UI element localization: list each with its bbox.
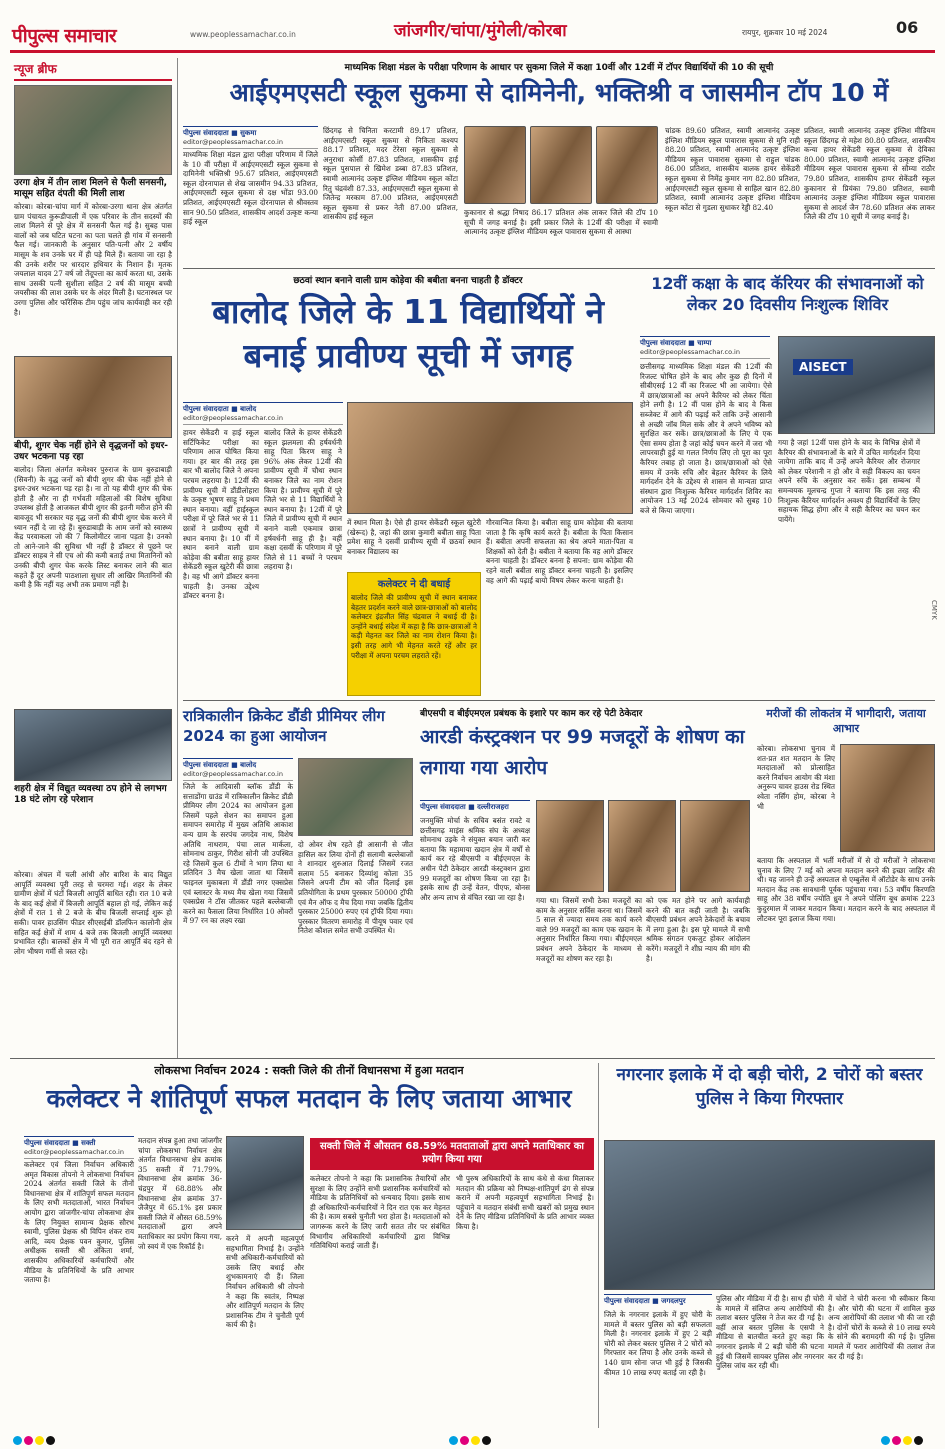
election-col-2: मतदान संपन्न हुआ तथा जांजगीर चांपा लोकसभा निर्वाचन क्षेत्र अंतर्गत विधानसभा क्षेत्र क्रमांक 35 सक्ती में 71.79%, विधानसभा क्षेत्र क्रमांक 36-चंद्रपुर में 68.88% और विधानसभा क्षेत्र क्रमांक 37-जैजैपुर में 65.1% इस प्रकार सक्ती जिले में औसत 68.59% मतदाताओं द्वारा अपने मताधिकार का प्रयोग किया गया, जो स्वयं में एक रिकॉर्ड है। [138, 1136, 222, 1251]
brief-photo-crime-scene [14, 85, 172, 175]
ardi-col-3: को एक मत होने पर आगे कार्यवाही करने की बात कही जाती है। जबकि बीएसपी प्रबंधन अपने ठेकेदारों के बचाव में लगा हुआ है। इस पूरे मामले में सभी श्रमिक संगठन एकजुट होकर आंदोलन करेंगे। मजदूरों ने शीघ्र न्याय की मांग की है। [646, 896, 750, 963]
collector-box-title: कलेक्टर ने दी बधाई [377, 579, 451, 590]
top-story-col-4: चांडक 89.60 प्रतिशत, स्वामी आत्मानंद उत्कृष्ट इंग्लिश मीडियम स्कूल पावारास सुकमा से मुनि राही 88.20 प्रतिशत, स्वामी आत्मानंद उत्कृष्ट इंग्लिश मीडियम स्कूल पावारास सुकमा से राहुल चांडक 86.00 प्रतिशत, शासकीय बालक हायर सेकेंडरी स्कूल सुकमा से निमेंद्र कुमार नाग 82.80 प्रतिशत, आईएमएसटी स्कूल सुकमा से साहिल खान 82.80 प्रतिशत, स्वामी आत्मानंद उत्कृष्ट इंग्लिश मीडियम स्कूल कोंटा से गुडला सुधाकर रेड्डी 82.40 [665, 126, 800, 212]
cmyk-mark-center [448, 1430, 498, 1442]
election-headline: कलेक्टर ने शांतिपूर्ण सफल मतदान के लिए जताया आभार [46, 1084, 572, 1113]
ardi-photo-2 [608, 800, 676, 892]
ardi-col-1: जनमुक्ति मोर्चा के सचिव बसंत रावटे व छत्तीसगढ़ माइंस श्रमिक संघ के अध्यक्ष सोमनाथ उइके ने संयुक्त बयान जारी कर बताया कि महामाया खदान क्षेत्र में वर्षों से कार्य कर रहे बीएसपी व बीईएमएल के अधीन पेटी ठेकेदार आरडी कंस्ट्रक्शन द्वारा 99 मजदूरों का शोषण किया जा रहा है। इसके साथ ही उन्हें वेतन, पीएफ, बोनस और अन्य लाभ से वंचित रखा जा रहा है। [420, 816, 530, 902]
election-kicker: लोकसभा निर्वाचन 2024 : सक्ती जिले की तीनों विधानसभा में हुआ मतदान [154, 1064, 464, 1077]
cmyk-side-mark: CMYK [930, 600, 938, 620]
voter-patient-photo [840, 744, 935, 852]
brief-2-headline: बीपी, शुगर चेक नहीं होने से वृद्धजनों को इधर-उधर भटकना पड़ रहा [14, 441, 169, 462]
collector-box-body: बालोद जिले की प्रावीण्य सूची में स्थान बनाकर बेहतर प्रदर्शन करने वाले छात्र-छात्राओं को बालोद कलेक्टर इंद्रजीत सिंह चंद्रवाल ने बधाई दी है। उन्होंने बधाई संदेश में कहा है कि छात्र-छात्राओं ने कड़ी मेहनत कर जिले का नाम रोशन किया है। इसी तरह आगे भी मेहनत करते रहें और हर परीक्षा में अपना परचम लहराते रहें। [351, 593, 477, 660]
career-byline: पीपुल्स संवाददाता ■ चाम्पा [640, 336, 770, 348]
cricket-byline-block [183, 758, 293, 780]
page-number: 06 [896, 18, 919, 37]
brief-3-headline: शहरी क्षेत्र में विद्युत व्यवस्था ठप होने से लगभग 18 घंटे लोग रहे परेशान [14, 784, 167, 805]
top-story-email: editor@peoplessamachar.co.in [183, 138, 318, 149]
theft-press-photo [604, 1140, 935, 1290]
cmyk-dot-m [460, 1436, 469, 1445]
masthead-logo [12, 14, 182, 46]
cmyk-dot-k [914, 1436, 923, 1445]
top-story-kicker: माध्यमिक शिक्षा मंडल के परीक्षा परिणाम के आधार पर सुकमा जिले में कक्षा 10वीं और 12वीं में टॉपर विद्यार्थियों की 10 की सूची [344, 63, 774, 73]
cricket-email: editor@peoplessamachar.co.in [183, 770, 293, 781]
ardi-headline: आरडी कंस्ट्रक्शन पर 99 मजदूरों के शोषण का लगाया गया आरोप [420, 726, 745, 779]
edition-title: जांजगीर/चांपा/मुंगेली/कोरबा [394, 21, 567, 41]
balod-byline-block [183, 402, 343, 424]
brief-1-body: कोरबा। कोरबा-चांपा मार्ग में कोरबा-उरगा थाना क्षेत्र अंतर्गत ग्राम पंचायत कुरूडीपाली में एक परिवार के तीन सदस्यों की लाश मिलने से पूरे क्षेत्र में सनसनी फैल गई है। सुबह पास वालों को जब घटित घटना का पता चलते ही गांव में सनसनी फैल गई। जानकारी के अनुसार पति-पत्नी और 2 वर्षीय मासूम के शव उनके घर में ही पड़े मिले हैं। बताया जा रहा है की उनके शरीर पर धारदार हथियार के निशान हैं। मृतक जयलाल यादव 27 वर्ष जो तेंदूपत्ता का कार्य करता था, उसके साथ उसकी पत्नी सुशीला सहित 2 वर्ष की मासूम बच्ची जयसीका की लाश उसके घर के अंदर मिली है। घटनास्थल पर उरगा पुलिस और फॉरेंसिक टीम पहुंच जांच कार्यवाही कर रही है। [14, 202, 172, 317]
theft-headline: नगरनार इलाके में दो बड़ी चोरी, 2 चोरों को बस्तर पुलिस ने किया गिरफ्तार [616, 1065, 923, 1109]
balod-col-4: गौरवान्वित किया है। बबीता साहू ग्राम कोड़ेवा की बताया जाता है कि कृषि कार्य करते हैं। बबीता के पिता किसान हैं। बबीता अपनी सफलता का श्रेय अपने माता-पिता व शिक्षकों को देती है। बबीता ने बताया कि वह आगे डॉक्टर बनना चाहती है। डॉक्टर बनना है सपना: ग्राम कोड़ेवा की रहने वाली बबीता साहू डॉक्टर बनना चाहती है। इसलिए वह आगे की पढ़ाई बायो विषय लेकर करना चाहती है। [486, 518, 633, 585]
election-col-3: करने में अपनी महत्वपूर्ण सहभागिता निभाई है। उन्होंने सभी अधिकारी-कर्मचारियों को उसके लिए बधाई और शुभकामनाएं दी हैं। जिला निर्वाचन अधिकारी श्री तोपनो ने कहा कि स्वतंत्र, निष्पक्ष और शांतिपूर्ण मतदान के लिए प्रशासनिक टीम ने चुनौती पूर्ण कार्य की है। [226, 1234, 304, 1330]
theft-col-3: में चोरों ने चोरी करना भी स्वीकार किया है। और चोरी की घटना में शामिल कुछ अन्य आरोपियों की तलाश भी की जा रही है। दोनों चोरों के कब्जे से 10 लाख रुपये के सोने की बरामदगी की गई है। पुलिस मामले में फरार आरोपियों की तलाश तेज कर दी गई है। [828, 1294, 935, 1361]
cmyk-dot-m [892, 1436, 901, 1445]
top-story-col-3: कुकानार से श्रद्धा निषाद 86.17 प्रतिशत अंक लाकर जिले की टॉप 10 सूची में जगह बनाई है। इसी प्रकार जिले के 12वीं की परीक्षा में स्वामी आत्मानंद उत्कृष्ट इंग्लिश मीडियम स्कूल पावारास सुकमा से आस्था [464, 208, 658, 237]
cmyk-dot-y [35, 1436, 44, 1445]
voters-col-2: बताया कि अस्पताल में भर्ती मरीजों में से दो मरीजों ने लोकसभा चुनाव के लिए 7 मई को अपना मतदान करने की इच्छा जाहिर की थी। यह जानने ही उन्हें अस्पताल से एम्बुलेंस में ऑटोडेर के साथ उनके मतदान केंद्र तक सावधानी पूर्वक पहुंचाया गया। 53 वर्षीय किरणति साहू और 38 वर्षीय ज्योति ध्रुव ने अपने पोलिंग बूथ क्रमांक 223 कुदुरमाल में जाकर मतदान किया। मतदान करने के बाद अस्पताल में लौटकर पूरा इलाज किया गया। [757, 856, 935, 923]
balod-col-3-top: में स्थान मिला है। ऐसे ही हायर सेकेंडरी स्कूल खुटेरी (खेरूद) है, जहां की छात्रा कुमारी बबीता साहू पिता प्रमेश साहू ने दसवीं प्रावीण्य सूची में छठवां स्थान बनाकर विद्यालय का [347, 518, 481, 556]
cmyk-dot-y [903, 1436, 912, 1445]
masthead [0, 0, 945, 56]
career-col-1: छत्तीसगढ़ माध्यमिक शिक्षा मंडल की 12वीं की रिजल्ट घोषित होने के बाद और कुछ ही दिनों में सीबीएसई 12 वीं का रिजल्ट भी आ जायेगा। ऐसे में छात्र/छात्राओं का अपने कैरियर को लेकर चिंता होने लगी है। 12 वीं पास होने के बाद वे किस सब्जेक्ट में आगे की पढ़ाई करें ताकि उन्हें आसानी से अच्छी जॉब मिल सके और वे अपने भविष्य को सुरक्षित कर सकें। छात्र/छात्राओं के लिए ये एक ऐसा समय होता है जहां कोई चयन करने में जरा भी लापरवाही हुई या गलत निर्णय लिए तो पूरा का पूरा कैरियर तबाह हो जाता है। छात्र/छात्राओं को ऐसे समय में उनके रुचि और बेहतर कैरियर के लिये मार्गदर्शन देने के उद्देश्य से शासन से मान्यता प्राप्त संस्थान द्वारा निःशुल्क कैरियर मार्गदर्शन शिविर का आयोजन 13 मई 2024 सोमवार को सुबह 10 बजे से किया जाएगा। [640, 362, 772, 515]
election-sub-headline: सक्ती जिले में औसतन 68.59% मतदाताओं द्वारा अपने मताधिकार का प्रयोग किया गया [310, 1138, 594, 1170]
divider-top-story [183, 268, 935, 269]
theft-byline: पीपुल्स संवाददाता ■ जगदलपुर [604, 1294, 712, 1306]
election-col-5: भी पुरुष अधिकारियों के साथ कंधे से कंधा मिलाकर मतदान की प्रक्रिया को निष्पक्ष-शांतिपूर्ण ढंग से संपन्न कराने में अपनी महत्वपूर्ण सहभागिता निभाई है। पहुंचाने व मतदान संबंधी सभी खबरों को प्रमुख स्थान देने के लिए मीडिया प्रतिनिधियों के प्रति आभार व्यक्त किया है। [456, 1174, 594, 1231]
dateline: रायपुर, शुक्रवार 10 मई 2024 [742, 28, 828, 37]
cmyk-mark-right [880, 1430, 930, 1442]
top-story-byline: पीपुल्स संवाददाता ■ सुकमा [183, 126, 318, 138]
top-story-byline-block [183, 126, 318, 148]
brief-2-body: बालोद। जिला अंतर्गत कमेश्वर पुरुराज के ग्राम बुरुडाबाड़ी (सिवनी) के वृद्ध जनों को बीपी शुगर की चेक नहीं होने से इधर-उधर भटकना पड़ रहा है। ना तो यह बीपी शुगर की चेक होती है और ना ही गर्भवती महिलाओं की विशेष सुविधा उपलब्ध होती है आजकल बीपी शुगर की इतनी मरीज होने की बावजूद भी सरकार यह वृद्ध जनों की बीपी शुगर चेक करने में ध्यान नहीं दे जा रहे हैं। बुरुडाबाड़ी के आम जनों को स्वास्थ्य केंद्र परवाकला जो की 7 किलोमीटर जाना पड़ता है। उनको तो आने-जाने की सुविधा भी नहीं है डॉक्टर से पूछने पर डॉक्टर साहब ने सी एच ओ की कमी बताई तथा मितानिनों को उनकी बीपी शुगर चेक करके लिस्ट बनाकर लाने की बात कहते हैं दूर अपनी पाठशाला सुधार ली आखिर मितानिनों की कमी है कि नहीं यह अभी तक प्रमाण नहीं है। [14, 465, 172, 590]
career-email: editor@peoplessamachar.co.in [640, 348, 770, 359]
ardi-photo-3 [680, 800, 750, 892]
election-byline-block [24, 1136, 134, 1158]
top-story-col-5: प्रतिशत, स्वामी आत्मानंद उत्कृष्ट इंग्लिश मीडियम स्कूल छिंदगढ़ से महेश 80.80 प्रतिशत, शासकीय कन्या हायर सेकेंडरी स्कूल सुकमा से देविका 80.00 प्रतिशत, स्वामी आत्मानंद उत्कृष्ट इंग्लिश मीडियम स्कूल पावारास सुकमा से सौम्या राठौर 79.80 प्रतिशत, शासकीय हायर सेकेंडरी स्कूल कुकानार से प्रियंका 79.80 प्रतिशत, स्वामी आत्मानंद उत्कृष्ट इंग्लिश मीडियम स्कूल पावारास सुकमा से आदर्श जैन 78.60 प्रतिशत अंक लाकर जिले की टॉप 10 सूची में जगह बनाई है। [804, 126, 935, 222]
ardi-byline: पीपुल्स संवाददाता ■ दल्लीराजहरा [420, 800, 530, 812]
election-col-4: कलेक्टर तोपनो ने कहा कि प्रशासनिक तैयारियों और सुरक्षा के लिए उन्होंने सभी प्रशासनिक कर्मचारियों को मीडिया के प्रतिनिधियों को धन्यवाद दिया। इसके साथ ही अधिकारियों-कर्मचारियों ने दिन रात एक कर मेहनत की है। काम सबसे चुनौती भरा होता है। मतदाताओं को जागरूक करने के लिए जारी सतत तौर पर संबंधित विभागीय अधिकारियों कर्मचारियों द्वारा विभिन्न गतिविधियां कराई जाती हैं। [310, 1174, 450, 1251]
voters-col-1: कोरबा। लोकसभा चुनाव में शत-प्रत शत मतदान के लिए मतदाताओं को प्रोत्साहित करने निर्वाचन आयोग की मंशा अनुरूप चावर हाउस रोड स्थित श्वेता नर्सिंग होम, कोरबा ने भी [757, 744, 835, 811]
career-signboard: AISECT [793, 359, 853, 375]
theft-col-2: पुलिस और मीडिया में दी है। साथ ही चोरी के मामले में संलिप्त अन्य आरोपियों की तलाश बस्तर पुलिस ने तेज कर दी गई है। वहीं आज बस्तर पुलिस के एसपी ने मीडिया से बातचीत करते हुए कहा कि नगरनार इलाके में 2 बड़ी चोरी की घटना हुई थी जिसमें सायबर पुलिस और नगरनार पुलिस जांच कर रही थी। [716, 1294, 824, 1371]
election-byline: पीपुल्स संवाददाता ■ सक्ती [24, 1136, 134, 1148]
cricket-headline: रात्रिकालीन क्रिकेट डौंडी प्रीमियर लीग 2024 का हुआ आयोजन [183, 707, 385, 745]
cmyk-dot-c [449, 1436, 458, 1445]
divider-bottom [10, 1058, 935, 1059]
ardi-kicker: बीएसपी व बीईएमएल प्रबंधक के इशारे पर काम कर रहे पेटी ठेकेदार [420, 709, 643, 719]
cmyk-dot-k [482, 1436, 491, 1445]
column-divider-left [177, 58, 178, 1058]
career-headline: 12वीं कक्षा के बाद कॅरियर की संभावनाओं को लेकर 20 दिवसीय निःशुल्क शिविर [651, 274, 924, 314]
ardi-photo-1 [536, 800, 604, 892]
voters-headline: मरीजों की लोकतंत्र में भागीदारी, जताया आभार [766, 707, 926, 735]
theft-col-1: जिले के नगरनार इलाके में हुए चोरी के मामले में बस्तर पुलिस को बड़ी सफलता मिली है। नगरनार इलाके में हुए 2 बड़ी चोरी को लेकर बस्तर पुलिस ने 2 चोरों को गिरफ्तार कर लिया है और उनके कब्जे से 140 ग्राम सोना जप्त भी हुई है जिसकी कीमत 10 लाख रुपए बताई जा रही है। [604, 1310, 712, 1377]
logo-text: पीपुल्स समाचार [12, 25, 117, 47]
balod-byline: पीपुल्स संवाददाता ■ बालोद [183, 402, 343, 414]
balod-kicker: छठवां स्थान बनाने वाली ग्राम कोड़ेवा की बबीता बनना चाहती है डॉक्टर [293, 276, 523, 286]
election-email: editor@peoplessamachar.co.in [24, 1148, 134, 1159]
career-col-2: गया है जहां 12वीं पास होने के बाद के विभिन्न क्षेत्रों में कैरियर की संभावनाओं के बारे में उचित मार्गदर्शन दिया जायेगा ताकि बाद में उन्हें अपने कैरियर और रोजगार को लेकर परेशानी न हो और वे सही विकल्प का चयन अपने रुचि के अनुसार कर सकें। इस सम्बन्ध में समन्वयक मूलचन्द्र गुप्ता ने बताया कि इस तरह की निःशुल्क कैरियर मार्गदर्शन अवश्य ही विद्यार्थियों के लिए सहायक सिद्ध होगा और वे सही कैरियर का चयन कर पायेंगे। [778, 438, 920, 524]
cmyk-dot-c [13, 1436, 22, 1445]
collector-portrait [226, 1136, 304, 1230]
brief-1-headline: उरगा क्षेत्र में तीन लाश मिलने से फैली सनसनी, मासूम सहित दंपती की मिली लाश [14, 178, 168, 199]
balod-col-2: बालोद जिले के हायर सेकेंडरी स्कूल झलमला की हर्षवर्धनी साहू पिता किरण साहू ने 96% अंक लेकर 12वीं की प्रावीण्य सूची में चौथा स्थान बनाकर जिले का नाम रोशन किया है। प्रावीण्य सूची में पूरे जिले भर से 11 विद्यार्थियों ने स्थान बनाया है। 12वीं में पूरे जिले में प्रावीण्य सूची में स्थान बनाने वाली एकमात्र छात्रा हर्षवर्धनी साहू ही है। वहीं कक्षा दसवीं के परिणाम में पूरे जिले से 11 बच्चों ने परचम लहराया है। [264, 428, 342, 572]
ardi-col-2: गया था। जिसमें सभी ठेका मजदूरों का काम के अनुसार सर्विस करना था। जिसमें 5 साल से ज्यादा समय तक कार्य करने वाले 99 मजदूरों का काम एक खदान के अनुसार निर्धारित किया गया। बीईएमएल प्रबंधन अपने ठेकेदार के माध्यम से मजदूरों का शोषण कर रहा है। [536, 896, 642, 963]
cmyk-dot-m [24, 1436, 33, 1445]
balod-headline: बालोद जिले के 11 विद्यार्थियों ने बनाई प्रावीण्य सूची में जगह [212, 292, 604, 375]
top-story-col-1: माध्यमिक शिक्षा मंडल द्वारा परीक्षा परिणाम में जिले के 10 वीं परीक्षा में आईएमएसटी स्कूल सुकमा से दामिनेनी भक्तिश्री 95.67 प्रतिशत, आईएमएसटी स्कूल दोरनापाल से शेख जासमीन 94.33 प्रतिशत, आईएमएसटी स्कूल सुकमा से दक्ष भोंडा 93.00 प्रतिशत, आईएमएसटी स्कूल दोरनापाल से श्रीवस्तव सान 90.50 प्रतिशत, शासकीय आदर्श उत्कृष्ट कन्या हाई स्कूल [183, 150, 318, 227]
balod-group-photo [347, 402, 633, 514]
brief-photo-substation [14, 709, 172, 781]
career-institute-photo [778, 336, 935, 434]
brief-label: न्यूज ब्रीफ [14, 60, 172, 81]
news-brief-column [14, 60, 172, 870]
collector-greeting-box [347, 572, 481, 696]
cmyk-dot-k [46, 1436, 55, 1445]
website-url: www.peoplessamachar.co.in [190, 30, 296, 39]
brief-photo-elderly [14, 356, 172, 438]
brief-3-body: कोरबा। अंचल में चली आंधी और बारिश के बाद विद्युत आपूर्ति व्यवस्था पूरी तरह से चरमरा गई। शहर के लेकर ग्रामीण क्षेत्रों में घंटों बिजली आपूर्ति बाधित रही। रात 10 बजे के बाद कई क्षेत्रों में बिजली आपूर्ति बहाल हो गई, लेकिन कई क्षेत्रों में रात 1 से 2 बजे के बीच बिजली सप्लाई शुरू हो सकी। पावर हाउसिंग फीडर सीएसईबी डॉलफिन कालोनी क्षेत्र सहित कई क्षेत्रों में शाम 4 बजे तक बिजली आपूर्ति व्यवस्था प्रभावित रही। बालकों क्षेत्र में भी पूरी रात आपूर्ति बंद रहने से लोग भीषण गर्मी से त्रस्त रहे। [14, 870, 172, 956]
masthead-rule [10, 50, 935, 53]
cricket-team-photo [298, 758, 413, 836]
cmyk-mark-left [12, 1430, 62, 1442]
cricket-byline: पीपुल्स संवाददाता ■ बालोद [183, 758, 293, 770]
cmyk-dot-c [881, 1436, 890, 1445]
divider-mid [183, 700, 935, 701]
column-divider-bottom [598, 1063, 599, 1428]
career-byline-block [640, 336, 770, 358]
cricket-col-2: दो ओवर शेष रहते ही आसानी से जीत हासिल कर लिया दोनों ही सलामी बल्लेबाजों ने शानदार शुरुआत दिलाई जिसमें रजत सलाम 55 बनाकर दिव्यांशु कोला 35 जिसने अपनी टीम को जीत दिलाई इस प्रतियोगिता के प्रथम पुरस्कार 50000 ट्रॉफी एवं मैन ऑफ द मैच दिया गया जबकि द्वितीय पुरस्कार 25000 रुपए एवं ट्रॉफी दिया गया। पुरस्कार वितरण समारोह में पीयूष पवार एवं नितेश कौशल समेत सभी उपस्थित थे। [298, 840, 413, 936]
cmyk-dot-y [471, 1436, 480, 1445]
topper-photo-2 [530, 126, 592, 204]
topper-photo-3 [596, 126, 658, 204]
balod-email: editor@peoplessamachar.co.in [183, 414, 343, 425]
election-col-1: कलेक्टर एवं जिला निर्वाचन अधिकारी अमृत विकास तोपनो ने लोकसभा निर्वाचन 2024 अंतर्गत सक्ती जिले के तीनों विधानसभा क्षेत्र में शांतिपूर्ण सफल मतदान के लिए सभी मतदाताओं, भारत निर्वाचन आयोग द्वारा जांजगीर-चांपा लोकसभा क्षेत्र के लिए नियुक्त सामान्य प्रेक्षक सौरभ स्वामी, पुलिस प्रेक्षक श्री विपिन शंकर राय आदि, व्यय प्रेक्षक पवन कुमार, पुलिस अधीक्षक सक्ती श्री अंकिता शर्मा, शासकीय अधिकारियों कर्मचारियों और मीडिया के प्रतिनिधियों के प्रति आभार जताया है। [24, 1160, 134, 1285]
top-story-col-2: छिंदगढ़ से चिनिता करटामी 89.17 प्रतिशत, आईएमएसटी स्कूल सुकमा से निकिता कश्यप 88.17 प्रतिशत, मदर टेरेसा स्कूल सुकमा से अनुराधा कोर्सी 87.83 प्रतिशत, शासकीय हाई स्कूल पुसपाल से खिमेश डब्बा 87.83 प्रतिशत, स्वामी आत्मानंद उत्कृष्ट इंग्लिश मीडियम स्कूल कोंटा रितु चंद्रवंशी 87.33, आईएमएसटी स्कूल सुकमा से जितेन्द्र मरकाम 87.00 प्रतिशत, आईएमएसटी स्कूल सुकमा से प्रकर नेती 87.00 प्रतिशत, शासकीय हाई स्कूल [323, 126, 458, 222]
balod-col-1: हायर सेकेंडरी व हाई स्कूल सर्टिफिकेट परीक्षा का परिणाम आज घोषित किया गया। हर बार की तरह इस बार भी बालोद जिले ने अपना परचम लहराया है। 12वीं की प्रावीण्य सूची में डौंडीलोहारा के उत्कृष्ट भूषण साहू ने प्रथम स्थान बनाया। वहीं हाईस्कूल परीक्षा में पूरे जिले भर से 11 छात्रों ने प्रावीण्य सूची में स्थान बनाया है। 10 वीं में स्थान बनाने वाली ग्राम कोड़ेवा की बबीता साहू हायर सेकेंडरी स्कूल खुटेरी की छात्रा है। वह भी आगे डॉक्टर बनना चाहती है। उनका उद्देश्य डॉक्टर बनना है। [183, 428, 259, 601]
topper-photo-1 [464, 126, 526, 204]
top-story-headline: आईएमएसटी स्कूल सुकमा से दामिनेनी, भक्तिश्री व जासमीन टॉप 10 में [229, 78, 889, 107]
cricket-col-1: जिले के आदिवासी ब्लॉक डौंडी के सत्ताडोंगा ग्राउंड में रात्रिकालीन क्रिकेट डौंडी प्रीमियर लीग 2024 का आयोजन हुआ जिसमें पहले सेशन का समापन हुआ समापन समारोह में मुख्य अतिथि आकाश वन्य ग्राम के सरपंच जगदेव नाथ, विशेष अतिथि नाथराम, पंचा लाल मार्कला, सोमनाथ ठाकुर, गिरीश सोनी जी उपस्थित रहे जिसमें कुल 6 टीमों ने भाग लिया था प्रतिदिन 3 मैच खेला जाता था जिसमें फाइनल मुकाबला में डौंडी नगर एक्सप्रेस एवं ब्लास्टर के मध्य मैच खेला गया जिसमें एक्सप्रेस ने टॉस जीतकर पहले बल्लेबाजी करने का फैसला लिया निर्धारित 10 ओवरों में 97 रन का लक्ष्य रखा [183, 782, 293, 926]
